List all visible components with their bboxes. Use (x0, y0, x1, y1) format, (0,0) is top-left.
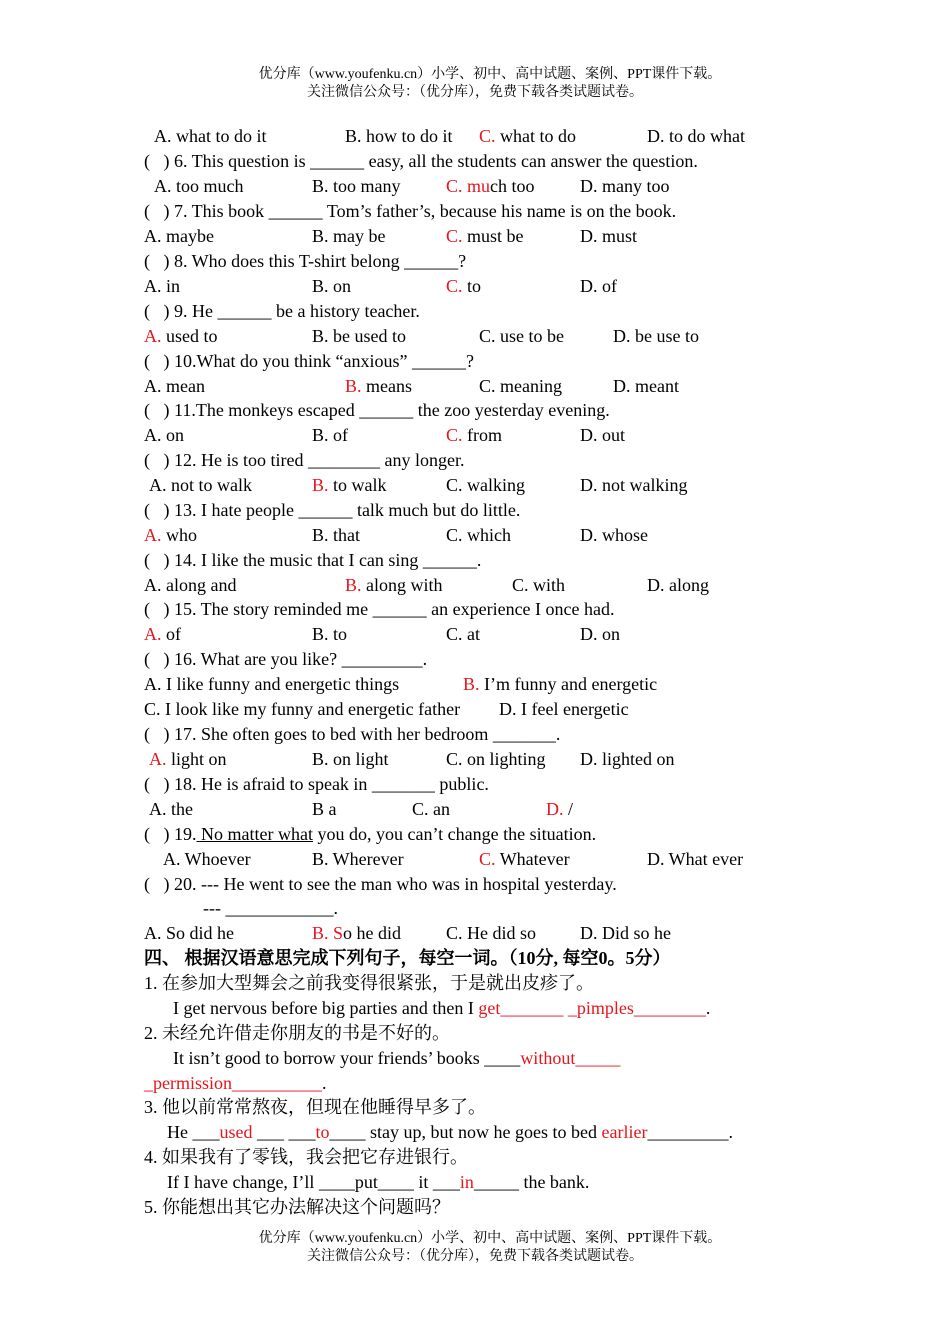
footer-line-1: 优分库（www.youfenku.cn）小学、初中、高中试题、案例、PPT课件下载。 (258, 1231, 722, 1246)
q19-options: A. Whoever B. Wherever C. Whatever D. What ever (163, 849, 744, 869)
q20-options: A. So did he B. So he did C. He did so D. Did so he (144, 923, 671, 943)
s1-english: I get nervous before big parties and then I get_______ _pimples________. (173, 998, 711, 1018)
q16-options-cd: C. I look like my funny and energetic father D. I feel energetic (144, 699, 629, 719)
q15-options: A. of B. to C. at D. on (144, 624, 620, 644)
s2-english: It isn’t good to borrow your friends’ books ____without_____ (173, 1048, 621, 1068)
q5-option-a: A. what to do it (154, 126, 267, 146)
q9-options: A. used to B. be used to C. use to be D. be use to (144, 326, 699, 346)
q10-options: A. mean B. means C. meaning D. meant (144, 376, 679, 396)
q11-options: A. on B. of C. from D. out (144, 425, 625, 445)
q13-options: A. who B. that C. which D. whose (144, 525, 648, 545)
s3-english: He ___used ___ ___to____ stay up, but now he goes to bed earlier_________. (167, 1122, 733, 1142)
header-line-1: 优分库（www.youfenku.cn）小学、初中、高中试题、案例、PPT课件下载。 (258, 67, 722, 82)
q5-option-c: C. what to do (479, 126, 577, 146)
q16-options-ab: A. I like funny and energetic things B. I’m funny and energetic (144, 674, 658, 694)
q8-options: A. in B. on C. to D. of (144, 276, 617, 296)
q18-options: A. the B a C. an D. / (149, 799, 574, 819)
q5-option-d: D. to do what (647, 126, 745, 146)
page-footer (0, 1230, 950, 1266)
q12-options: A. not to walk B. to walk C. walking D. not walking (149, 475, 688, 495)
s4-english: If I have change, I’ll ____put____ it ___in_____ the bank. (167, 1172, 590, 1192)
q7-options: A. maybe B. may be C. must be D. must (144, 226, 638, 246)
header-line-2: 关注微信公众号：（优分库），免费下载各类试题试卷。 (307, 85, 643, 100)
s2-english-cont: _permission__________. (144, 1073, 327, 1093)
page-header (0, 66, 950, 102)
q5-options (0, 124, 745, 149)
q6-options: A. too much B. too many C. much too D. many too (154, 176, 670, 196)
q5-option-b: B. how to do it (345, 126, 453, 146)
q19-stem: ( ) 19. No matter what you do, you can’t change the situation. (144, 824, 597, 844)
q14-options: A. along and B. along with C. with D. along (144, 575, 709, 595)
footer-line-2: 关注微信公众号：（优分库），免费下载各类试题试卷。 (307, 1249, 643, 1264)
q17-options: A. light on B. on light C. on lighting D. lighted on (149, 749, 675, 769)
